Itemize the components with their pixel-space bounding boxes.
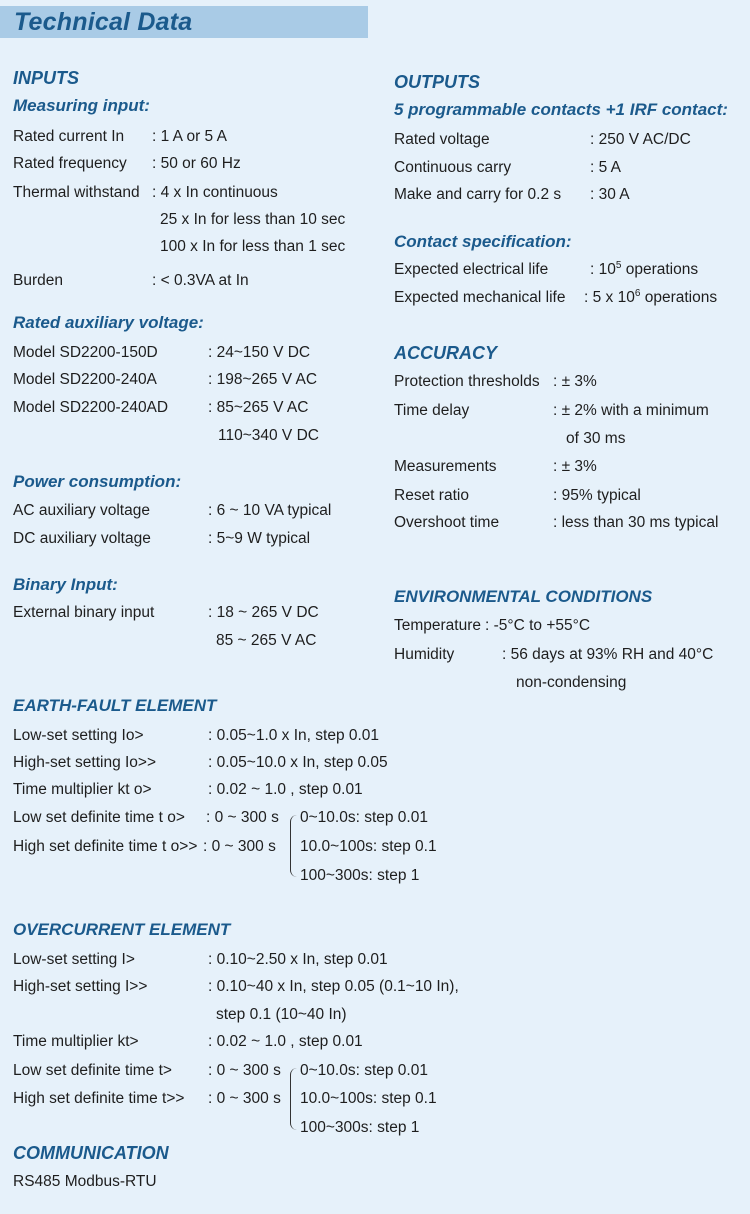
programmable-contacts-heading: 5 programmable contacts +1 IRF contact: [394, 100, 728, 119]
burden-label: Burden [13, 272, 63, 289]
page-title: Technical Data [14, 8, 193, 36]
reset-ratio-label: Reset ratio [394, 487, 469, 504]
ef-high-set-label: High-set setting Io>> [13, 754, 157, 771]
ef-low-set-value: : 0.05~1.0 x In, step 0.01 [208, 727, 380, 744]
ef-low-set-time-value: : 0 ~ 300 s [206, 809, 279, 826]
overshoot-time-label: Overshoot time [394, 514, 500, 531]
thermal-withstand-value-2: 25 x In for less than 10 sec [160, 211, 346, 228]
ef-low-set-label: Low-set setting Io> [13, 727, 144, 744]
model-240a-label: Model SD2200-240A [13, 371, 157, 388]
environmental-conditions-heading: ENVIRONMENTAL CONDITIONS [394, 587, 653, 606]
oc-curly-brace [290, 1068, 298, 1130]
electrical-life-label: Expected electrical life [394, 261, 549, 278]
oc-time-multiplier-label: Time multiplier kt> [13, 1033, 139, 1050]
make-and-carry-value: : 30 A [590, 186, 630, 203]
ac-aux-voltage-label: AC auxiliary voltage [13, 502, 150, 519]
oc-high-set-value-2: step 0.1 (10~40 In) [216, 1006, 347, 1023]
humidity-value-2: non-condensing [516, 674, 627, 691]
mechanical-life-label: Expected mechanical life [394, 289, 566, 306]
time-delay-value-2: of 30 ms [566, 430, 626, 447]
rated-voltage-value: : 250 V AC/DC [590, 131, 691, 148]
oc-high-set-label: High-set setting I>> [13, 978, 148, 995]
ef-range-2: 10.0~100s: step 0.1 [300, 838, 437, 855]
rated-current-label: Rated current In [13, 128, 125, 145]
ef-range-1: 0~10.0s: step 0.01 [300, 809, 428, 826]
protection-thresholds-value: : ± 3% [553, 373, 597, 390]
model-240ad-label: Model SD2200-240AD [13, 399, 169, 416]
rated-frequency-value: : 50 or 60 Hz [152, 155, 241, 172]
oc-low-set-time-value: : 0 ~ 300 s [208, 1062, 281, 1079]
communication-value: RS485 Modbus-RTU [13, 1173, 157, 1190]
continuous-carry-value: : 5 A [590, 159, 622, 176]
dc-aux-voltage-value: : 5~9 W typical [208, 530, 311, 547]
electrical-life-value: : $10^5$ operations [590, 259, 699, 278]
ef-time-multiplier-label: Time multiplier kt o> [13, 781, 152, 798]
oc-high-set-value: : 0.10~40 x In, step 0.05 (0.1~10 In), [208, 978, 459, 995]
time-delay-label: Time delay [394, 402, 470, 419]
oc-high-set-time-label: High set definite time t>> [13, 1090, 185, 1107]
protection-thresholds-label: Protection thresholds [394, 373, 540, 390]
oc-range-2: 10.0~100s: step 0.1 [300, 1090, 437, 1107]
ef-high-set-time-label: High set definite time t o>> [13, 838, 198, 855]
measuring-input-heading: Measuring input: [13, 96, 150, 115]
oc-range-3: 100~300s: step 1 [300, 1119, 420, 1136]
overshoot-time-value: : less than 30 ms typical [553, 514, 719, 531]
model-240a-value: : 198~265 V AC [208, 371, 318, 388]
model-240ad-value: : 85~265 V AC [208, 399, 309, 416]
binary-input-heading: Binary Input: [13, 575, 118, 594]
ef-time-multiplier-value: : 0.02 ~ 1.0 , step 0.01 [208, 781, 363, 798]
oc-range-1: 0~10.0s: step 0.01 [300, 1062, 428, 1079]
inputs-heading: INPUTS [13, 68, 80, 88]
humidity-label: Humidity [394, 646, 455, 663]
thermal-withstand-label: Thermal withstand [13, 184, 140, 201]
accuracy-heading: ACCURACY [394, 343, 497, 363]
ac-aux-voltage-value: : 6 ~ 10 VA typical [208, 502, 332, 519]
ef-high-set-value: : 0.05~10.0 x In, step 0.05 [208, 754, 388, 771]
model-150d-value: : 24~150 V DC [208, 344, 311, 361]
temperature-value: : -5°C to +55°C [485, 617, 591, 634]
burden-value: : < 0.3VA at In [152, 272, 249, 289]
oc-low-set-label: Low-set setting I> [13, 951, 135, 968]
external-binary-input-value: : 18 ~ 265 V DC [208, 604, 319, 621]
ef-range-3: 100~300s: step 1 [300, 867, 420, 884]
auxiliary-voltage-heading: Rated auxiliary voltage: [13, 313, 204, 332]
contact-specification-heading: Contact specification: [394, 232, 572, 251]
time-delay-value: : ± 2% with a minimum [553, 402, 709, 419]
oc-time-multiplier-value: : 0.02 ~ 1.0 , step 0.01 [208, 1033, 363, 1050]
thermal-withstand-value: : 4 x In continuous [152, 184, 278, 201]
continuous-carry-label: Continuous carry [394, 159, 512, 176]
reset-ratio-value: : 95% typical [553, 487, 641, 504]
measurements-value: : ± 3% [553, 458, 597, 475]
oc-high-set-time-value: : 0 ~ 300 s [208, 1090, 281, 1107]
communication-heading: COMMUNICATION [13, 1143, 169, 1163]
overcurrent-heading: OVERCURRENT ELEMENT [13, 920, 231, 939]
earth-fault-heading: EARTH-FAULT ELEMENT [13, 696, 217, 715]
ef-low-set-time-label: Low set definite time t o> [13, 809, 185, 826]
ef-high-set-time-value: : 0 ~ 300 s [203, 838, 276, 855]
external-binary-input-value-2: 85 ~ 265 V AC [216, 632, 317, 649]
model-240ad-value-2: 110~340 V DC [218, 427, 319, 444]
oc-low-set-time-label: Low set definite time t> [13, 1062, 172, 1079]
outputs-heading: OUTPUTS [394, 72, 481, 92]
thermal-withstand-value-3: 100 x In for less than 1 sec [160, 238, 346, 255]
model-150d-label: Model SD2200-150D [13, 344, 158, 361]
make-and-carry-label: Make and carry for 0.2 s [394, 186, 562, 203]
oc-low-set-value: : 0.10~2.50 x In, step 0.01 [208, 951, 388, 968]
dc-aux-voltage-label: DC auxiliary voltage [13, 530, 151, 547]
temperature-label: Temperature [394, 617, 482, 634]
measurements-label: Measurements [394, 458, 497, 475]
rated-current-value: : 1 A or 5 A [152, 128, 227, 145]
rated-voltage-label: Rated voltage [394, 131, 490, 148]
humidity-value: : 56 days at 93% RH and 40°C [502, 646, 714, 663]
rated-frequency-label: Rated frequency [13, 155, 127, 172]
power-consumption-heading: Power consumption: [13, 472, 182, 491]
mechanical-life-value: : 5 x $10^6$ operations [584, 287, 718, 306]
ef-curly-brace [290, 815, 298, 877]
external-binary-input-label: External binary input [13, 604, 155, 621]
